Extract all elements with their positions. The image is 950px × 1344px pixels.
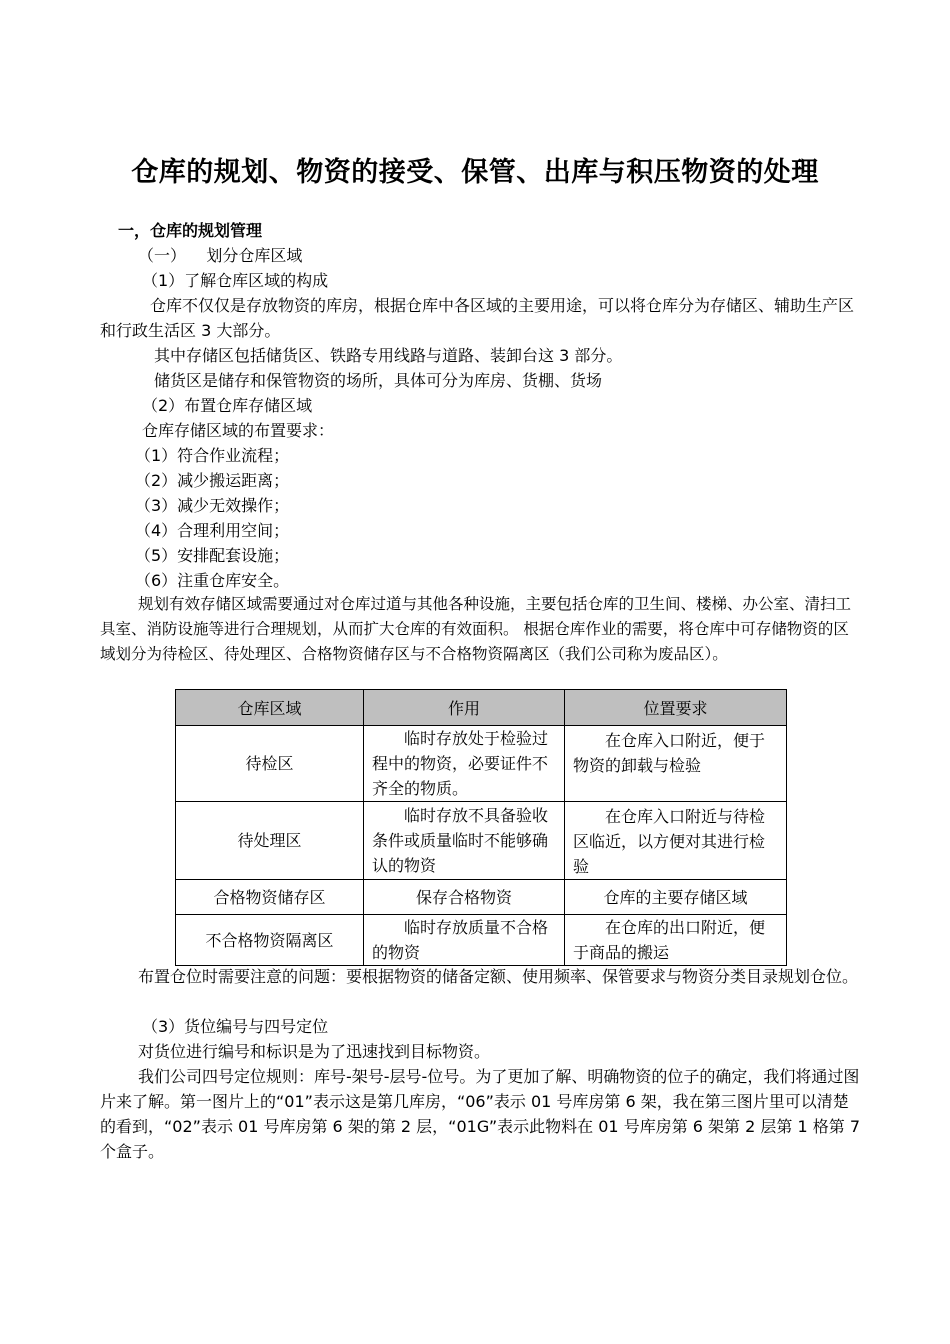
paragraph-storage: 其中存储区包括储货区、铁路专用线路与道路、装卸台这 3 部分。 xyxy=(154,346,623,365)
table-row xyxy=(176,726,787,802)
table-cell: 临时存放处于检验过程中的物资，必要证件不齐全的物质。 xyxy=(364,726,565,802)
paragraph-position-notes: 布置仓位时需要注意的问题：要根据物资的储备定额、使用频率、保管要求与物资分类目录规划仓位。 xyxy=(138,967,859,986)
table-cell: 在仓库入口附近与待检区临近，以方便对其进行检验 xyxy=(565,802,787,880)
table-row xyxy=(176,880,787,915)
paragraph-planning: 规划有效存储区域需要通过对仓库过道与其他各种设施，主要包括仓库的卫生间、楼梯、办公室、清扫工具室、消防设施等进行合理规划，从而扩大仓库的有效面积。 根据仓库作业的需要，将仓库中可存储物资的区域划分为待检区、待处理区、合格物资储存区与不合格物资隔离区（我们公司称为废品区）。 xyxy=(100,595,852,663)
requirement-item: （6）注重仓库安全。 xyxy=(135,571,290,590)
paragraph-four-code-rule: 我们公司四号定位规则：库号-架号-层号-位号。为了更加了解、明确物资的位子的确定，我们将通过图片来了解。第一图片上的“01”表示这是第几库房，“06”表示 01 号库房第 6 架，我在第三图片里可以清楚的看到，“02”表示 01 号库房第 6 架的第 2 层，“01G”表示此物料在 01 号库房第 6 架第 2 层第 1 格第 7 个盒子。 xyxy=(100,1067,861,1161)
table-cell: 在仓库入口附近，便于物资的卸载与检验 xyxy=(565,726,787,802)
table-header-row xyxy=(176,690,787,726)
requirement-item: （2）减少搬运距离； xyxy=(135,471,290,490)
table-cell: 临时存放不具备验收条件或质量临时不能够确认的物资 xyxy=(364,802,565,880)
requirement-item: （3）减少无效操作； xyxy=(135,496,290,515)
requirement-item: （5）安排配套设施； xyxy=(135,546,290,565)
table-cell: 待处理区 xyxy=(176,802,364,880)
table-header-cell: 作用 xyxy=(364,690,565,726)
requirements-intro: 仓库存储区域的布置要求： xyxy=(142,421,335,440)
paragraph-labeling: 对货位进行编号和标识是为了迅速找到目标物资。 xyxy=(138,1042,491,1061)
table-header-cell: 仓库区域 xyxy=(176,690,364,726)
table-cell: 仓库的主要存储区域 xyxy=(565,880,787,915)
table-cell: 保存合格物资 xyxy=(364,880,565,915)
table-cell: 待检区 xyxy=(176,726,364,802)
table-cell: 不合格物资隔离区 xyxy=(176,915,364,966)
table-cell: 临时存放质量不合格的物资 xyxy=(364,915,565,966)
table-row xyxy=(176,915,787,966)
item-heading-2: （2）布置仓库存储区域 xyxy=(142,396,313,415)
paragraph-regions: 仓库不仅仅是存放物资的库房，根据仓库中各区域的主要用途，可以将仓库分为存储区、辅助生产区和行政生活区 3 大部分。 xyxy=(100,296,855,340)
table-cell: 在仓库的出口附近，便于商品的搬运 xyxy=(565,915,787,966)
table-header-cell: 位置要求 xyxy=(565,690,787,726)
paragraph-goods-area: 储货区是储存和保管物资的场所，具体可分为库房、货棚、货场 xyxy=(154,371,603,390)
item-heading-3: （3）货位编号与四号定位 xyxy=(142,1017,329,1036)
item-heading-1: （1）了解仓库区域的构成 xyxy=(142,271,329,290)
requirement-item: （1）符合作业流程； xyxy=(135,446,290,465)
requirement-item: （4）合理利用空间； xyxy=(135,521,290,540)
table-row xyxy=(176,802,787,880)
zones-table xyxy=(175,689,787,966)
section-heading: 一，仓库的规划管理 xyxy=(118,221,263,240)
table-cell: 合格物资储存区 xyxy=(176,880,364,915)
subsection-heading: （一） 划分仓库区域 xyxy=(138,246,303,265)
document-title: 仓库的规划、物资的接受、保管、出库与积压物资的处理 xyxy=(131,157,819,188)
